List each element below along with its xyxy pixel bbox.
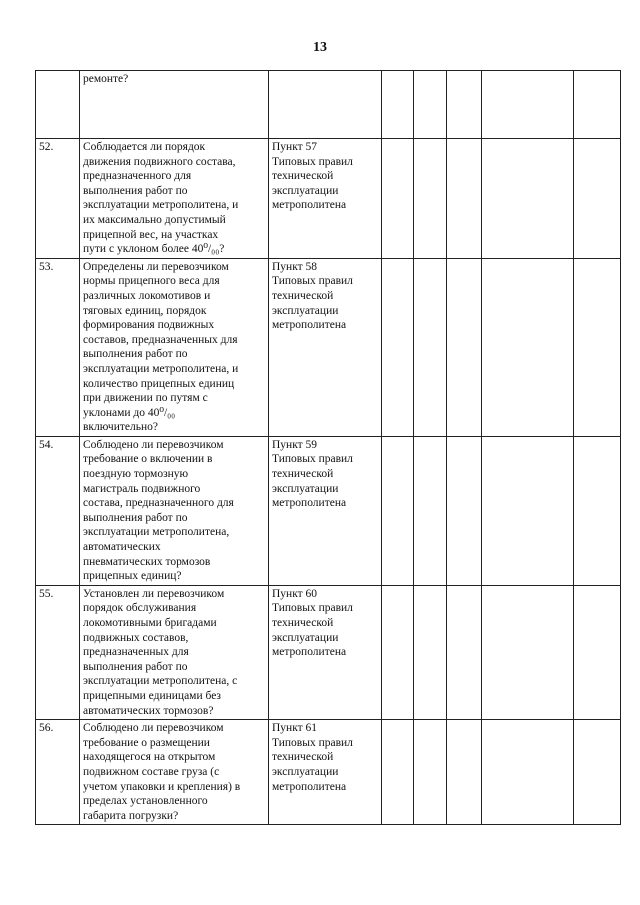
empty-answer-cell [382, 139, 414, 259]
reference-line: Типовых правил [272, 602, 353, 615]
empty-answer-cell [482, 71, 574, 139]
reference-line: Пункт 60 [272, 587, 318, 600]
reference-cell [269, 585, 382, 719]
empty-answer-cell [574, 71, 621, 139]
table-row [36, 71, 621, 139]
question-line: тяговых единиц, порядок [83, 304, 207, 317]
reference-cell [269, 71, 382, 139]
reference-line: Пункт 57 [272, 141, 318, 153]
reference-line: технической [272, 468, 334, 481]
empty-answer-cell [447, 71, 482, 139]
item-number: 52. [36, 139, 80, 259]
reference-line: Пункт 58 [272, 260, 318, 273]
empty-answer-cell [382, 71, 414, 139]
table-row [36, 720, 621, 825]
question-line: Соблюдено ли перевозчиком [83, 722, 224, 735]
reference-cell [269, 720, 382, 825]
question-line: подвижном составе груза (с [83, 765, 220, 778]
question-line: выполнения работ по [83, 184, 188, 197]
question-line: движения подвижного состава, [83, 155, 236, 168]
page-number: 13 [313, 40, 327, 55]
empty-answer-cell [482, 139, 574, 259]
empty-answer-cell [574, 720, 621, 825]
empty-answer-cell [414, 139, 447, 259]
empty-answer-cell [447, 585, 482, 719]
question-line: выполнения работ по [83, 660, 188, 673]
question-line: пределах установленного [83, 795, 208, 808]
question-cell [80, 71, 269, 139]
question-line: требование о включении в [83, 453, 213, 466]
question-line: уклонами до 40⁰/₀₀ [83, 406, 176, 419]
question-line: выполнения работ по [83, 511, 188, 524]
empty-answer-cell [574, 258, 621, 436]
reference-cell [269, 258, 382, 436]
reference-line: технической [272, 617, 334, 629]
question-line: автоматических тормозов? [83, 704, 214, 717]
question-line: порядок обслуживания [83, 602, 197, 615]
empty-answer-cell [382, 585, 414, 719]
question-line: прицепными единицами без [83, 689, 221, 702]
table-row [36, 585, 621, 719]
item-number [36, 71, 80, 139]
reference-line: метрополитена [272, 497, 347, 510]
question-cell [80, 258, 269, 436]
empty-answer-cell [482, 720, 574, 825]
reference-line: Пункт 61 [272, 722, 318, 735]
empty-answer-cell [447, 139, 482, 259]
question-line: Соблюдается ли порядок [83, 141, 206, 153]
reference-line: метрополитена [272, 199, 347, 212]
empty-answer-cell [574, 139, 621, 259]
question-line: формирования подвижных [83, 319, 215, 332]
question-line: габарита погрузки? [83, 809, 179, 822]
question-line: прицепной вес, на участках [83, 228, 219, 241]
reference-line: эксплуатации [272, 482, 339, 495]
empty-answer-cell [574, 585, 621, 719]
question-line: локомотивными бригадами [83, 617, 217, 629]
empty-answer-cell [482, 585, 574, 719]
empty-answer-cell [414, 585, 447, 719]
reference-line: метрополитена [272, 646, 347, 659]
question-line: находящегося на открытом [83, 751, 216, 764]
reference-cell [269, 139, 382, 259]
question-line: различных локомотивов и [83, 289, 211, 302]
empty-answer-cell [414, 258, 447, 436]
table-row [36, 139, 621, 259]
question-line: пути с уклоном более 40⁰/₀₀? [83, 243, 225, 256]
empty-answer-cell [482, 258, 574, 436]
empty-answer-cell [447, 720, 482, 825]
empty-answer-cell [414, 436, 447, 585]
question-line: эксплуатации метрополитена, с [83, 675, 238, 688]
empty-answer-cell [414, 720, 447, 825]
question-cell [80, 720, 269, 825]
question-line: эксплуатации метрополитена, [83, 526, 230, 539]
reference-line: технической [272, 751, 334, 764]
question-line: поездную тормозную [83, 468, 189, 481]
empty-answer-cell [382, 720, 414, 825]
question-line: предназначенных для [83, 646, 189, 659]
reference-line: эксплуатации [272, 304, 339, 317]
question-line: составов, предназначенных для [83, 333, 238, 346]
empty-answer-cell [382, 436, 414, 585]
reference-cell [269, 436, 382, 585]
question-line: учетом упаковки и крепления) в [83, 780, 241, 793]
question-line: состава, предназначенного для [83, 497, 234, 510]
question-line: выполнения работ по [83, 348, 188, 361]
reference-line: Типовых правил [272, 736, 353, 749]
question-line: автоматических [83, 541, 161, 554]
item-number: 53. [36, 258, 80, 436]
question-cell [80, 139, 269, 259]
table-row [36, 436, 621, 585]
empty-answer-cell [482, 436, 574, 585]
empty-answer-cell [447, 436, 482, 585]
empty-answer-cell [414, 71, 447, 139]
question-line: подвижных составов, [83, 631, 189, 644]
question-line: эксплуатации метрополитена, и [83, 199, 239, 212]
question-cell [80, 585, 269, 719]
reference-line: технической [272, 170, 334, 183]
empty-answer-cell [382, 258, 414, 436]
question-line: Установлен ли перевозчиком [83, 587, 225, 600]
reference-line: Типовых правил [272, 155, 353, 168]
question-line: эксплуатации метрополитена, и [83, 362, 239, 375]
question-cell [80, 436, 269, 585]
item-number: 54. [36, 436, 80, 585]
reference-line: эксплуатации [272, 765, 339, 778]
question-line: предназначенного для [83, 170, 192, 183]
question-line: при движении по путям с [83, 392, 208, 405]
reference-line: Типовых правил [272, 275, 353, 288]
reference-line: метрополитена [272, 319, 347, 332]
table-row [36, 258, 621, 436]
reference-line: метрополитена [272, 780, 347, 793]
question-line: нормы прицепного веса для [83, 275, 220, 288]
question-line: прицепных единиц? [83, 570, 182, 583]
reference-line: Пункт 59 [272, 438, 318, 451]
question-line: требование о размещении [83, 736, 210, 749]
question-line: магистраль подвижного [83, 482, 201, 495]
reference-line: эксплуатации [272, 184, 339, 197]
reference-line: эксплуатации [272, 631, 339, 644]
reference-line: технической [272, 289, 334, 302]
question-line: включительно? [83, 421, 158, 434]
question-line: Соблюдено ли перевозчиком [83, 438, 224, 451]
item-number: 55. [36, 585, 80, 719]
question-line: количество прицепных единиц [83, 377, 235, 390]
reference-line: Типовых правил [272, 453, 353, 466]
question-line: ремонте? [83, 73, 129, 85]
checklist-table [35, 70, 621, 825]
empty-answer-cell [447, 258, 482, 436]
item-number: 56. [36, 720, 80, 825]
question-line: их максимально допустимый [83, 213, 226, 226]
question-line: Определены ли перевозчиком [83, 260, 229, 273]
question-line: пневматических тормозов [83, 555, 211, 568]
empty-answer-cell [574, 436, 621, 585]
